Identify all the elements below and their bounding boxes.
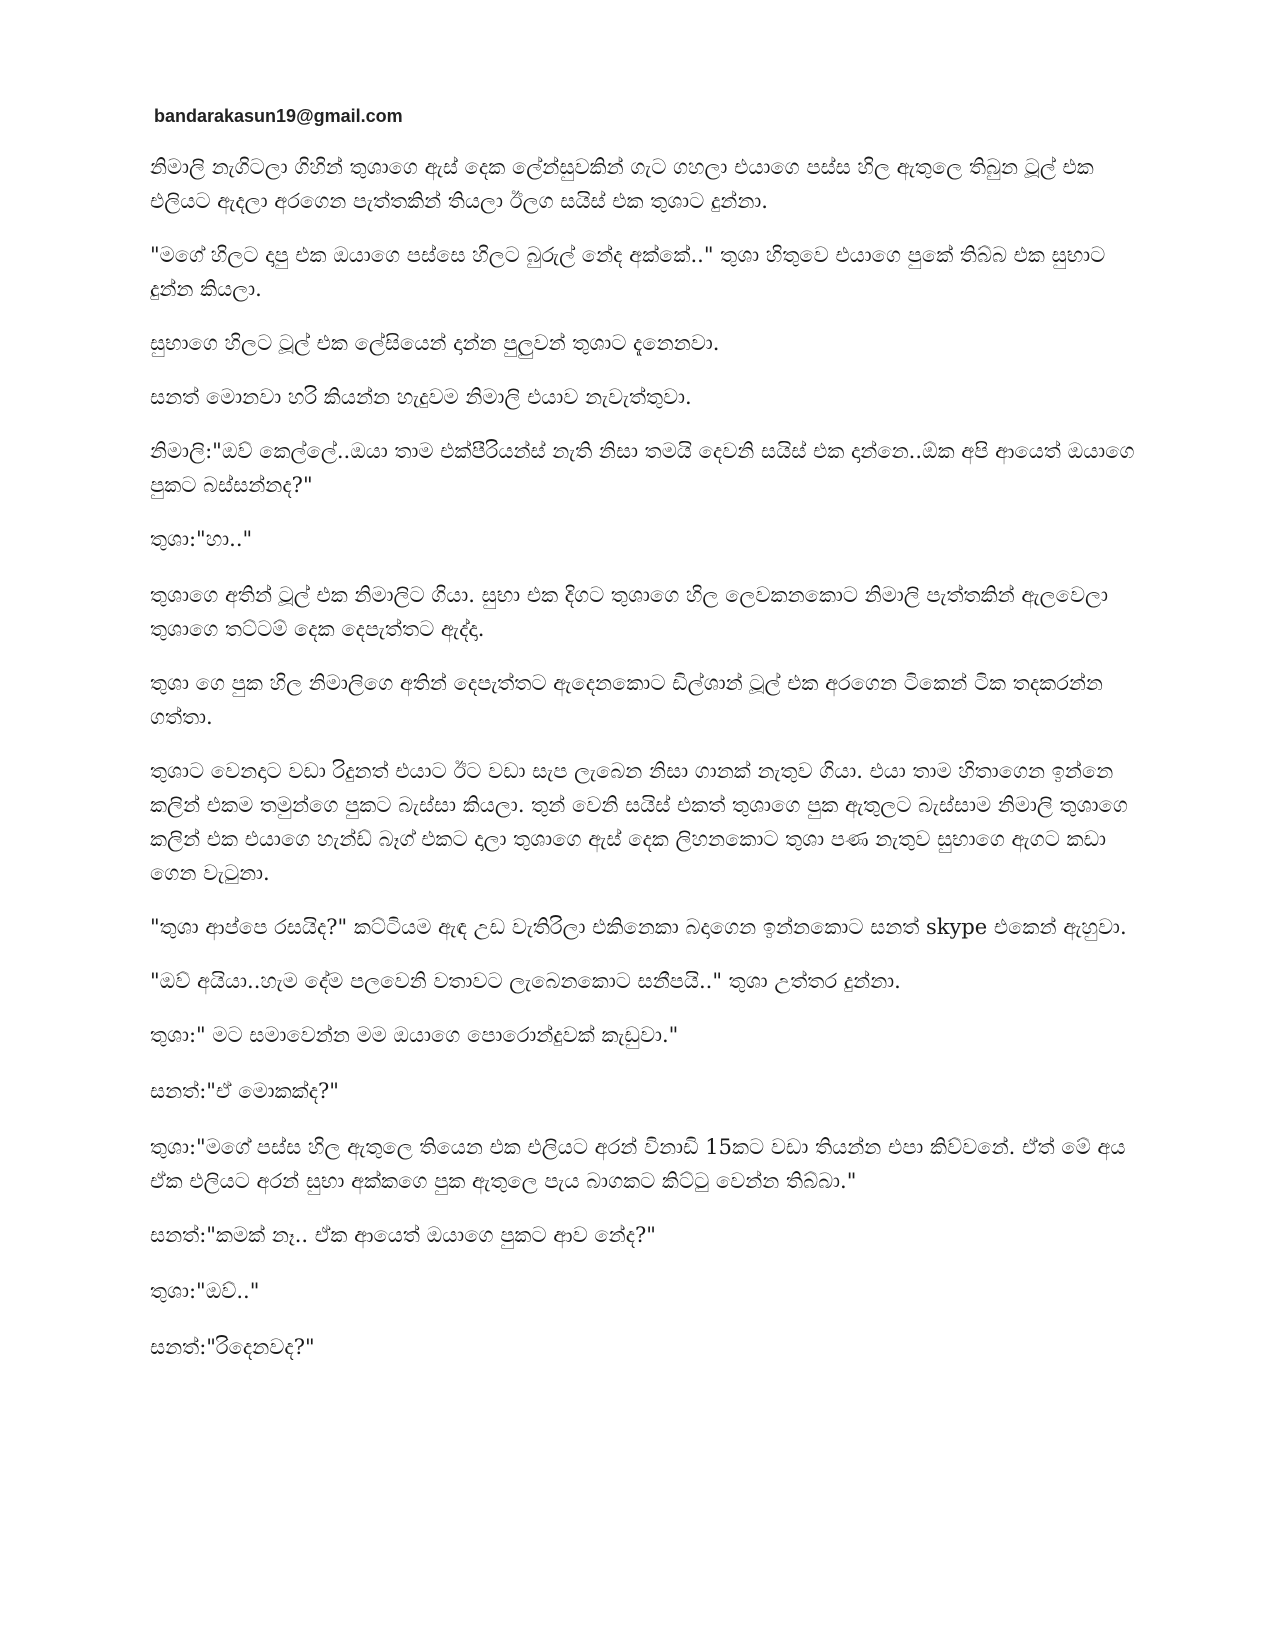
paragraph: තුශා:" මට සමාවෙන්න මම ඔයාගෙ පොරොන්දුවක් කැඩුවා." — [150, 1023, 679, 1047]
paragraph: නිමාලි නැගිටලා ගිහින් තුශාගෙ ඇස් දෙක ලේන්සුවකින් ගැට ගහලා එයාගෙ පස්ස හිල ඇතුලෙ තිබුන ටූල් එක එලියට ඇදලා අරගෙන පැත්තකින් තියලා ඊලග සයිස් එක තුශාට දුන්නා. — [150, 155, 1094, 213]
paragraph: "ඔව් අයියා..හැම දේම පලවෙනි වතාවට ලැබෙනකොට සනීපයි.." තුශා උත්තර දුන්නා. — [150, 969, 901, 993]
paragraph: සනත් මොනවා හරි කියන්න හැදුවම නිමාලි එයාව නැවැත්තුවා. — [150, 385, 692, 409]
paragraph: තුශා:"ඔව්.." — [150, 1279, 260, 1303]
author-email: bandarakasun19@gmail.com — [154, 106, 403, 126]
story-body — [150, 150, 1135, 1386]
paragraph: සනත්:"රිදෙනවද?" — [150, 1335, 315, 1359]
paragraph: තුශාට වෙනදාට වඩා රිදුනත් එයාට ඊට වඩා සැප ලැබෙන නිසා ගානක් නැතුව ගියා. එයා තාම හිතාගෙන ඉන්නෙ කලින් එකම තමුන්ගෙ පුකට බැස්සා කියලා. තුන් වෙනි සයිස් එකත් තුශාගෙ පුක ඇතුලට බැස්සාම නිමාලි තුශාගෙ කලින් එක එයාගෙ හැන්ඩ් බෑග් එකට දාලා තුශාගෙ ඇස් දෙක ලිහනකොට තුශා පණ නැතුව සුභාගෙ ඇගට කඩා ගෙන වැටුනා. — [150, 759, 1128, 885]
paragraph: තුශා ගෙ පුක හිල නිමාලිගෙ අතින් දෙපැත්තට ඇදෙනකොට ඩිල්ශාන් ටූල් එක අරගෙන ටිකෙන් ටික තදකරන්න ගත්තා. — [150, 671, 1103, 729]
paragraph: සුභාගෙ හිලට ටූල් එක ලේසියෙන් දාන්න පුලුවන් තුශාට දැනෙනවා. — [150, 331, 720, 355]
paragraph: "මගේ හිලට දාපු එක ඔයාගෙ පස්සෙ හිලට බුරුල් නේද අක්කේ.." තුශා හිතුවෙ එයාගෙ පුකේ තිබ්බ එක සුභාට දුන්න කියලා. — [150, 243, 1106, 301]
paragraph: "තුශා ආප්පෙ රසයිද?" කට්ටියම ඇඳ උඩ වැතිරිලා එකිනෙකා බදාගෙන ඉන්නකොට සනත් skype එකෙන් ඇහුවා. — [150, 915, 1127, 939]
paragraph: තුශා:"මගේ පස්ස හිල ඇතුලෙ තියෙන එක එලියට අරන් විනාඩි 15කට වඩා තියන්න එපා කිව්වනේ. ඒත් මේ අය ඒක එලියට අරන් සුභා අක්කගෙ පුක ඇතුලෙ පැය බාගකට කිට්ටු වෙන්න තිබ්බා." — [150, 1135, 1126, 1193]
paragraph: සනත්:"ඒ මොකක්ද?" — [150, 1079, 339, 1103]
paragraph: තුශා:"හා.." — [150, 527, 253, 551]
paragraph: සනත්:"කමක් නෑ.. ඒක ආයෙත් ඔයාගෙ පුකට ආව නේද?" — [150, 1223, 656, 1247]
paragraph: නිමාලි:"ඔව් කෙල්ලේ..ඔයා තාම එක්පීරියන්ස් නැති නිසා තමයි දෙවනි සයිස් එක දාන්නෙ..ඕක අපි ආයෙත් ඔයාගෙ පුකට බස්සන්නද?" — [150, 439, 1135, 497]
paragraph: තුශාගෙ අතින් ටූල් එක නිමාලිට ගියා. සුභා එක දිගට තුශාගෙ හිල ලෙවකනකොට නිමාලි පැත්තකින් ඇලවෙලා තුශාගෙ තට්ටම් දෙක දෙපැත්තට ඇද්දා. — [150, 583, 1108, 641]
